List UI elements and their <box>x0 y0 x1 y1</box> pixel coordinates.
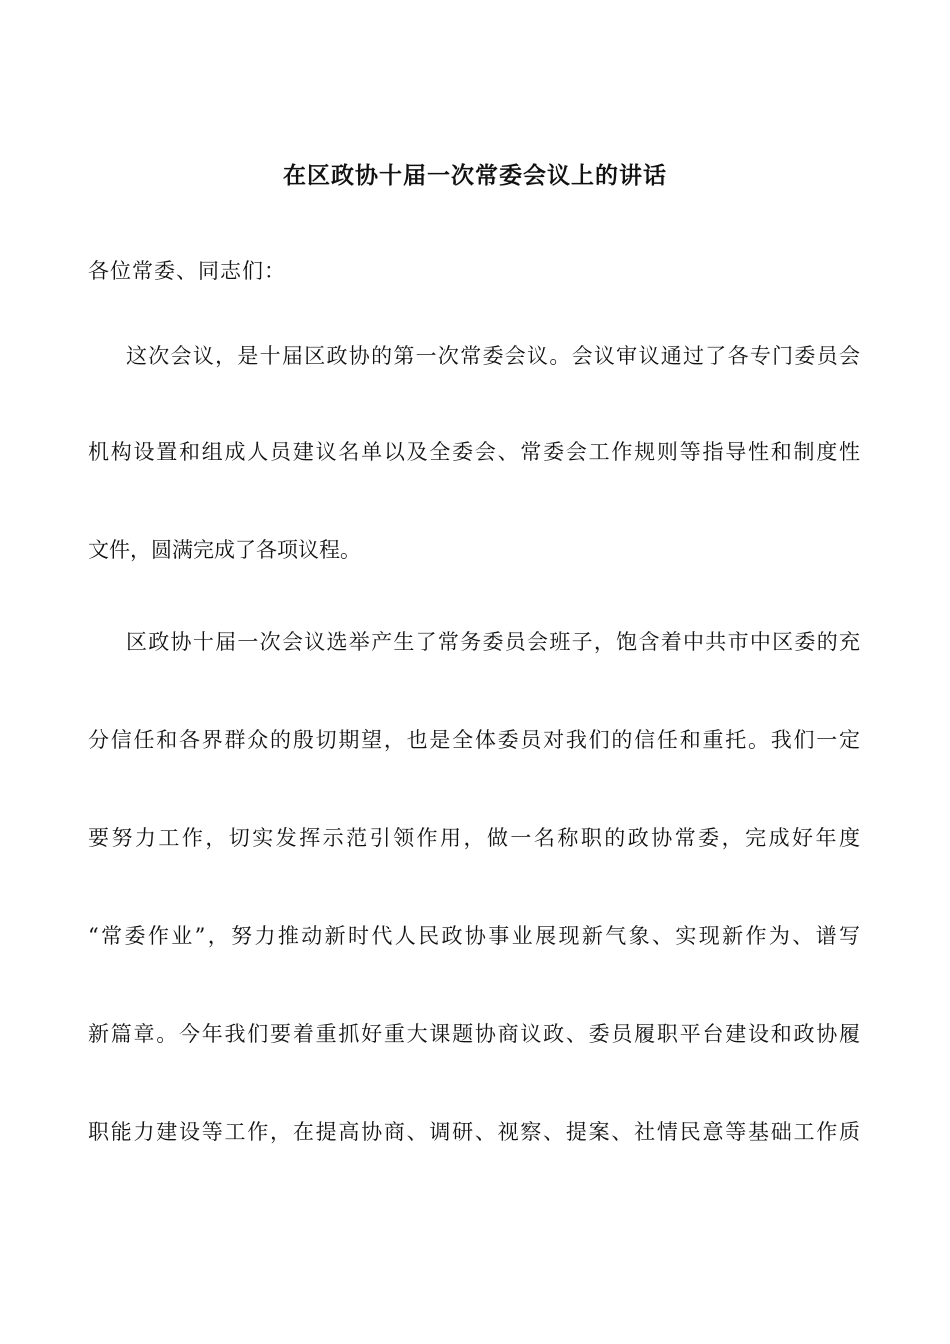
salutation: 各位常委、同志们： <box>88 259 286 283</box>
paragraph-line: 这次会议，是十届区政协的第一次常委会议。会议审议通过了各专门委员会 <box>126 344 860 368</box>
paragraph-line: 分信任和各界群众的殷切期望，也是全体委员对我们的信任和重托。我们一定 <box>88 728 860 752</box>
paragraph-line: 机构设置和组成人员建议名单以及全委会、常委会工作规则等指导性和制度性 <box>88 440 860 464</box>
document-title: 在区政协十届一次常委会议上的讲话 <box>283 162 667 189</box>
paragraph-line: 新篇章。今年我们要着重抓好重大课题协商议政、委员履职平台建设和政协履 <box>88 1022 860 1046</box>
paragraph-line: 要努力工作，切实发挥示范引领作用，做一名称职的政协常委，完成好年度 <box>88 826 860 850</box>
paragraph-line: 职能力建设等工作，在提高协商、调研、视察、提案、社情民意等基础工作质 <box>88 1120 860 1144</box>
paragraph-line: 区政协十届一次会议选举产生了常务委员会班子，饱含着中共市中区委的充 <box>126 630 860 654</box>
paragraph-line: “常委作业”，努力推动新时代人民政协事业展现新气象、实现新作为、谱写 <box>88 924 860 948</box>
paragraph-line: 文件，圆满完成了各项议程。 <box>88 538 361 562</box>
